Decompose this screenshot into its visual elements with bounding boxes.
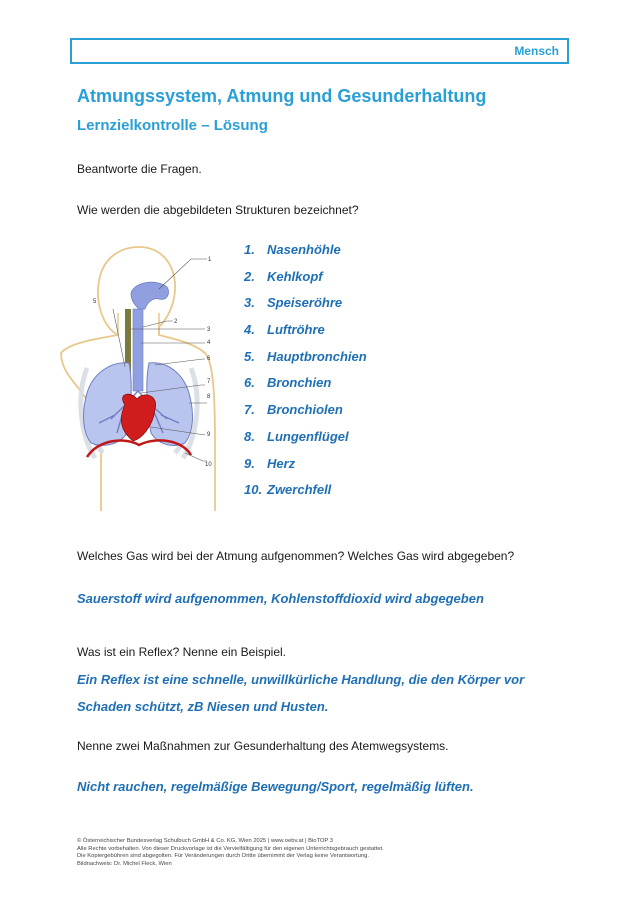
answer-list (244, 242, 367, 509)
answer-3-line-2: Schaden schützt, zB Niesen und Husten. (77, 699, 329, 714)
trachea (133, 309, 143, 391)
question-3: Was ist ein Reflex? Nenne ein Beispiel. (77, 645, 286, 659)
footer (77, 838, 384, 868)
question-2: Welches Gas wird bei der Atmung aufgenommen? Welches Gas wird abgegeben? (77, 549, 515, 563)
question-1: Wie werden die abgebildeten Strukturen bezeichnet? (77, 203, 359, 217)
diagram-label-5: 5 (93, 299, 97, 305)
respiratory-system-diagram (55, 243, 220, 513)
page-subtitle: Lernzielkontrolle – Lösung (77, 117, 268, 134)
answer-4: Nicht rauchen, regelmäßige Bewegung/Sport, regelmäßig lüften. (77, 779, 474, 794)
list-item: 3. Speiseröhre (244, 295, 343, 311)
diagram-label-6: 6 (207, 356, 211, 362)
diagram-label-7: 7 (207, 379, 211, 385)
header-box (70, 38, 569, 64)
list-item: 8. Lungenflügel (244, 428, 349, 444)
diagram-label-8: 8 (207, 394, 211, 400)
list-item: 1. Nasenhöhle (244, 242, 341, 257)
diagram-label-1: 1 (208, 257, 212, 263)
answer-2: Sauerstoff wird aufgenommen, Kohlenstoffdioxid wird abgegeben (77, 591, 484, 606)
diagram-label-9: 9 (207, 432, 211, 438)
diagram-label-10: 10 (205, 462, 212, 468)
footer-line: Die Kopiergebühren sind abgegolten. Für Veränderungen durch Dritte übernimmt der Verlag keine Verantwortung. (77, 853, 369, 859)
list-item: 9. Herz (244, 455, 296, 471)
list-item: 2. Kehlkopf (244, 268, 323, 284)
instruction: Beantworte die Fragen. (77, 162, 202, 176)
footer-line: © Österreichischer Bundesverlag Schulbuch GmbH & Co. KG, Wien 2025 | www.oebv.at | BioTOP 3 (77, 838, 334, 844)
nasal-cavity (131, 282, 169, 309)
footer-line: Alle Rechte vorbehalten. Von dieser Druckvorlage ist die Vervielfältigung für den eigenen Unterrichtsgebrauch gestattet. (77, 845, 384, 852)
footer-line: Bildnachweis: Dr. Michel Fleck, Wien (77, 860, 172, 867)
list-item: 4. Luftröhre (244, 322, 325, 338)
subject-label: Mensch (514, 44, 559, 58)
list-item: 5. Hauptbronchien (244, 348, 367, 364)
answer-3-line-1: Ein Reflex ist eine schnelle, unwillkürliche Handlung, die den Körper vor (77, 672, 525, 687)
question-4: Nenne zwei Maßnahmen zur Gesunderhaltung des Atemwegsystems. (77, 739, 449, 753)
list-item: 7. Bronchiolen (244, 402, 343, 418)
diagram-label-2: 2 (174, 319, 178, 325)
diagram-label-4: 4 (207, 340, 211, 346)
list-item: 10. Zwerchfell (244, 482, 332, 498)
diagram-label-3: 3 (207, 327, 211, 333)
page-title: Atmungssystem, Atmung und Gesunderhaltung (77, 86, 487, 106)
list-item: 6. Bronchien (244, 375, 332, 391)
heart (121, 394, 155, 441)
